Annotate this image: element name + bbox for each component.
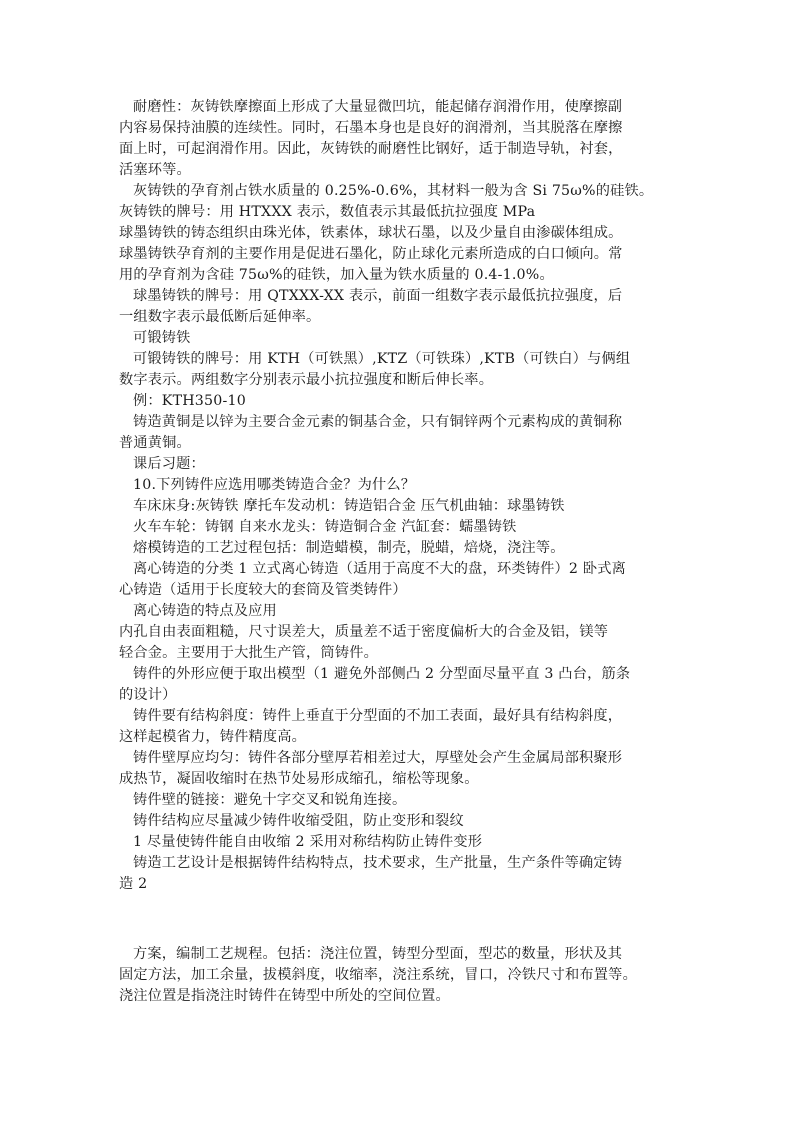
text-line: 内容易保持油膜的连续性。同时，石墨本身也是良好的润滑剂，当其脱落在摩擦 (119, 120, 623, 136)
text-line: 球墨铸铁孕育剂的主要作用是促进石墨化，防止球化元素所造成的白口倾向。常 (119, 246, 623, 262)
text-line: 成热节，凝固收缩时在热节处易形成缩孔，缩松等现象。 (119, 771, 479, 787)
text-line: 数字表示。两组数字分别表示最小抗拉强度和断后伸长率。 (119, 372, 494, 388)
text-line: 铸件壁的链接：避免十字交叉和锐角连接。 (133, 792, 407, 808)
text-line: 车床床身:灰铸铁 摩托车发动机：铸造铝合金 压气机曲轴：球墨铸铁 (133, 498, 565, 514)
text-line: 离心铸造的特点及应用 (133, 603, 277, 619)
text-line: 1 尽量使铸件能自由收缩 2 采用对称结构防止铸件变形 (133, 834, 483, 850)
text-line: 普通黄铜。 (119, 435, 191, 451)
text-line: 浇注位置是指浇注时铸件在铸型中所处的空间位置。 (119, 988, 450, 1004)
text-line: 铸件壁厚应均匀：铸件各部分壁厚若相差过大，厚壁处会产生金属局部积聚形 (133, 750, 623, 766)
text-line: 面上时，可起润滑作用。因此，灰铸铁的耐磨性比钢好，适于制造导轨，衬套， (119, 141, 623, 157)
text-line: 灰铸铁的孕育剂占铁水质量的 0.25%-0.6%，其材料一般为含 Si 75ω%的硅铁。 (133, 183, 654, 199)
text-line: 用的孕育剂为含硅 75ω%的硅铁，加入量为铁水质量的 0.4-1.0%。 (119, 267, 554, 283)
text-line: 例：KTH350-10 (133, 393, 246, 409)
text-line: 心铸造（适用于长度较大的套筒及管类铸件） (119, 582, 407, 598)
text-line: 这样起模省力，铸件精度高。 (119, 729, 307, 745)
text-line: 轻合金。主要用于大批生产管，筒铸件。 (119, 645, 378, 661)
text-line: 铸件结构应尽量减少铸件收缩受阻，防止变形和裂纹 (133, 813, 464, 829)
text-line: 方案，编制工艺规程。包括：浇注位置，铸型分型面，型芯的数量，形状及其 (133, 946, 623, 962)
text-line: 球墨铸铁的铸态组织由珠光体，铁素体，球状石墨，以及少量自由渗碳体组成。 (119, 225, 623, 241)
text-line: 10.下列铸件应选用哪类铸造合金？为什么？ (133, 477, 416, 493)
text-line: 造 2 (119, 876, 148, 892)
text-line: 铸造工艺设计是根据铸件结构特点，技术要求，生产批量，生产条件等确定铸 (133, 855, 623, 871)
text-line: 离心铸造的分类 1 立式离心铸造（适用于高度不大的盘，环类铸件）2 卧式离 (133, 561, 626, 577)
text-line: 火车车轮：铸钢 自来水龙头：铸造铜合金 汽缸套：蠕墨铸铁 (133, 519, 517, 535)
text-line: 课后习题： (133, 456, 205, 472)
text-line: 内孔自由表面粗糙，尺寸误差大，质量差不适于密度偏析大的合金及铝，镁等 (119, 624, 609, 640)
text-line: 可锻铸铁的牌号：用 KTH（可铁黑）,KTZ（可铁珠）,KTB（可铁白）与俩组 (133, 351, 631, 367)
text-line: 可锻铸铁 (133, 330, 191, 346)
text-line: 固定方法，加工余量，拔模斜度，收缩率，浇注系统，冒口，冷铁尺寸和布置等。 (119, 967, 637, 983)
text-line: 熔模铸造的工艺过程包括：制造蜡模，制壳，脱蜡，焙烧，浇注等。 (133, 540, 565, 556)
text-line: 一组数字表示最低断后延伸率。 (119, 309, 321, 325)
text-line: 铸件要有结构斜度：铸件上垂直于分型面的不加工表面，最好具有结构斜度， (133, 708, 623, 724)
text-line: 铸造黄铜是以锌为主要合金元素的铜基合金，只有铜锌两个元素构成的黄铜称 (133, 414, 623, 430)
text-block-top (119, 97, 679, 895)
text-block-bottom (119, 944, 679, 1007)
text-line: 球墨铸铁的牌号：用 QTXXX-XX 表示，前面一组数字表示最低抗拉强度，后 (133, 288, 623, 304)
text-line: 灰铸铁的牌号：用 HTXXX 表示，数值表示其最低抗拉强度 MPa (119, 204, 536, 220)
text-line: 耐磨性：灰铸铁摩擦面上形成了大量显微凹坑，能起储存润滑作用，使摩擦副 (133, 99, 623, 115)
text-line: 的设计） (119, 687, 177, 703)
text-line: 活塞环等。 (119, 162, 191, 178)
text-line: 铸件的外形应便于取出模型（1 避免外部侧凸 2 分型面尽量平直 3 凸台，筋条 (133, 666, 631, 682)
